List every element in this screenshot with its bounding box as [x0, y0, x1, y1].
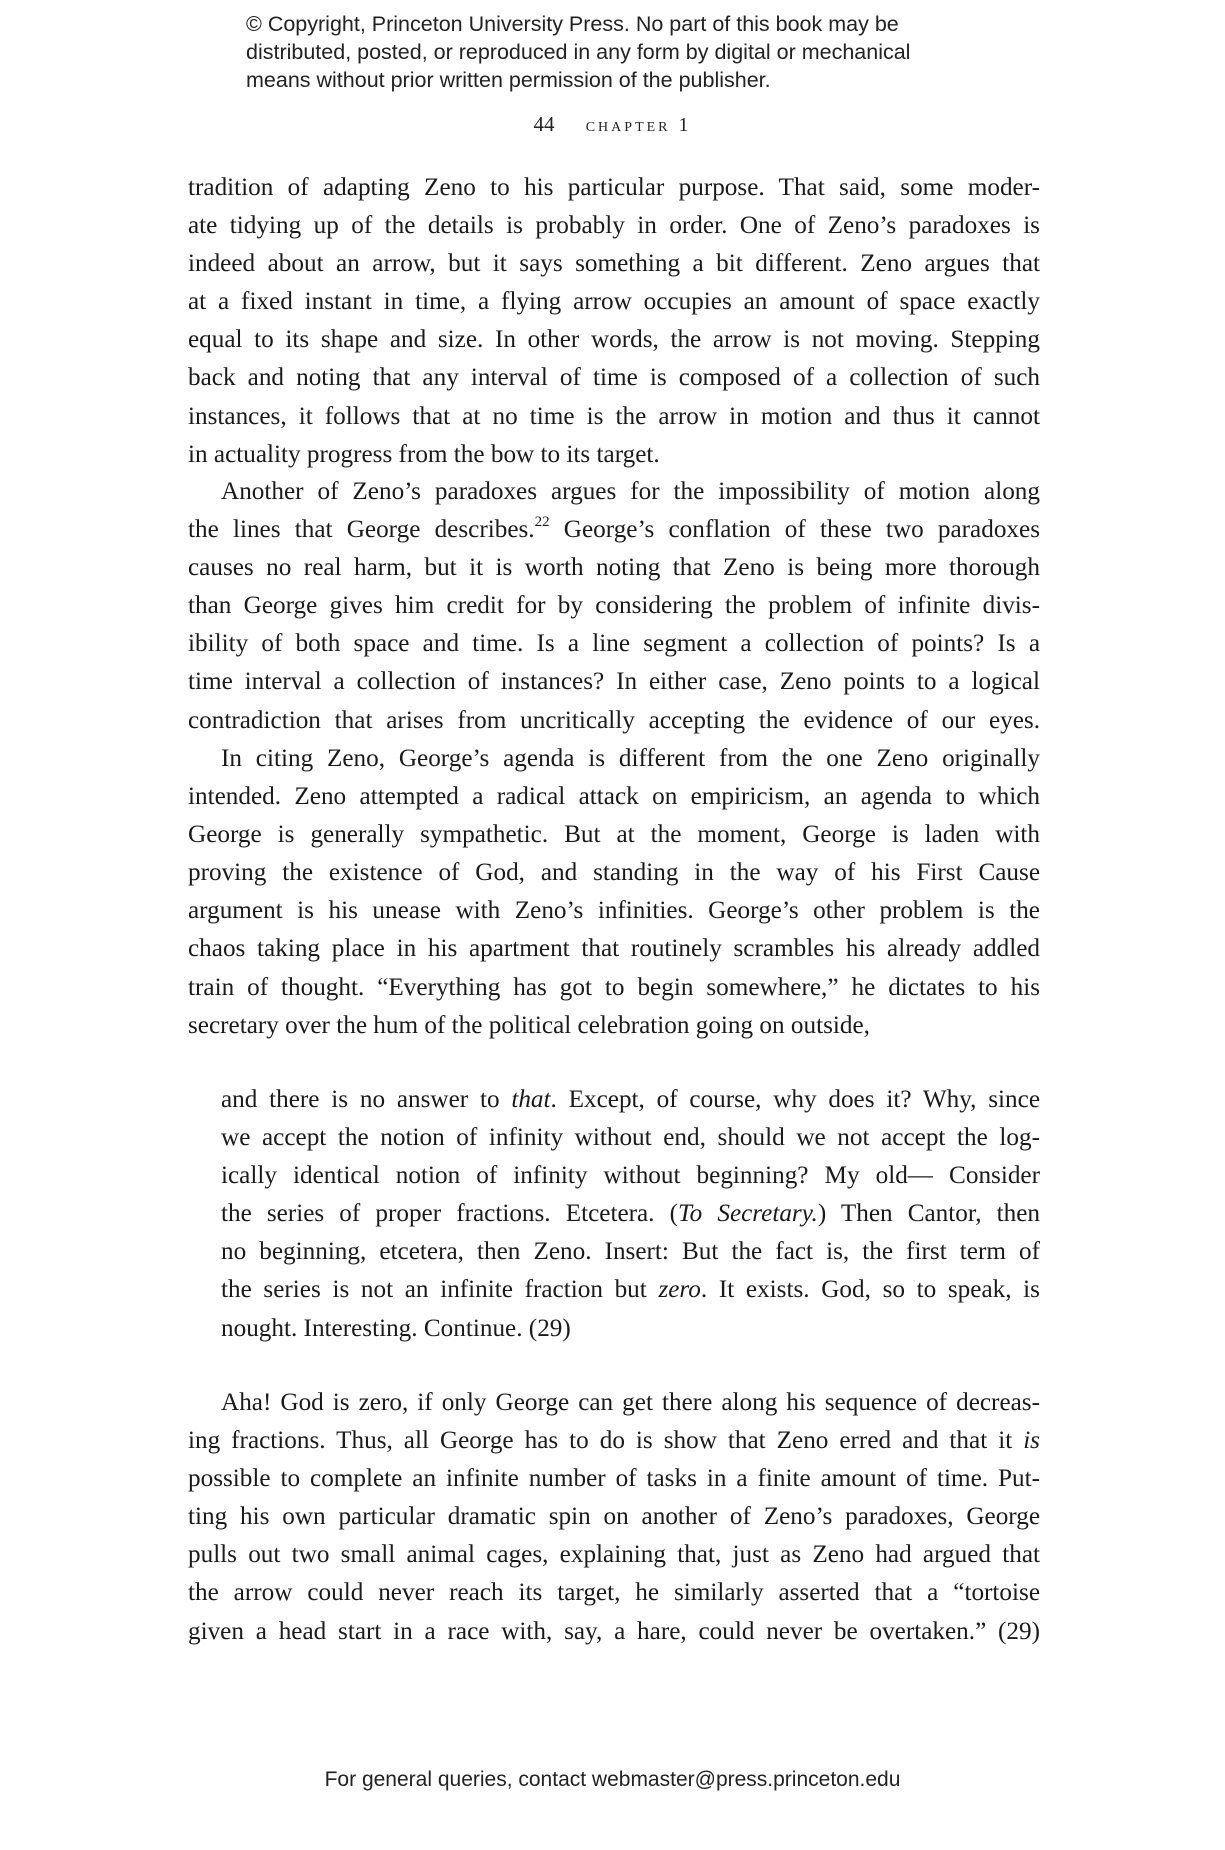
text-line: we accept the notion of infinity without end, should we not accept the log-: [221, 1124, 1040, 1152]
text-line: In citing Zeno, George’s agenda is different from the one Zeno originally: [221, 745, 1040, 772]
text-fragment: George’s conflation of these two paradoxes: [549, 516, 1040, 544]
text-fragment: . It exists. God, so to speak, is: [700, 1276, 1040, 1304]
text-line: [221, 1081, 1040, 1119]
text-line: Aha! God is zero, if only George can get there along his sequence of decreas-: [221, 1389, 1040, 1416]
footnote-marker: 22: [534, 514, 550, 531]
text-line: [221, 1271, 1040, 1309]
copyright-line: © Copyright, Princeton University Press. No part of this book may be: [246, 12, 899, 36]
text-fragment: ing fractions. Thus, all George has to do is show that Zeno erred and that it: [188, 1427, 1024, 1455]
text-line: Another of Zeno’s paradoxes argues for the impossibility of motion along: [221, 478, 1040, 505]
text-line: [188, 511, 1040, 549]
running-head: [0, 112, 1225, 137]
text-line: back and noting that any interval of time is composed of a collection of such: [188, 364, 1040, 392]
text-line: argument is his unease with Zeno’s infinities. George’s other problem is the: [188, 897, 1040, 925]
text-line: no beginning, etcetera, then Zeno. Insert: But the fact is, the first term of: [221, 1238, 1040, 1266]
page-number: 44: [533, 112, 555, 136]
text-fragment: and there is no answer to: [221, 1086, 512, 1113]
block-quote: [221, 1081, 1040, 1348]
body-paragraph-4: [188, 1384, 1040, 1651]
text-line: pulls out two small animal cages, explaining that, just as Zeno had argued that: [188, 1541, 1040, 1569]
body-paragraph-1: [188, 169, 1040, 474]
footer-contact: For general queries, contact webmaster@press.princeton.edu: [324, 1768, 901, 1791]
text-fragment: . Except, of course, why does it? Why, since: [550, 1086, 1040, 1113]
text-line: possible to complete an infinite number of tasks in a finite amount of time. Put-: [188, 1465, 1040, 1493]
emphasis: is: [1023, 1427, 1040, 1455]
text-fragment: the series of proper fractions. Etcetera. (: [221, 1200, 678, 1228]
copyright-line: means without prior written permission of the publisher.: [246, 68, 771, 92]
text-line: [221, 1195, 1040, 1233]
text-line: ically identical notion of infinity without beginning? My old— Consider: [221, 1162, 1040, 1190]
text-line: [188, 1422, 1040, 1460]
emphasis: that: [511, 1086, 551, 1113]
copyright-notice: [246, 10, 1006, 94]
text-line: given a head start in a race with, say, a hare, could never be overtaken.” (29): [188, 1617, 1040, 1645]
body-paragraph-3: [188, 740, 1040, 1045]
text-line: than George gives him credit for by considering the problem of infinite divis-: [188, 592, 1040, 620]
text-line: at a fixed instant in time, a flying arrow occupies an amount of space exactly: [188, 288, 1040, 316]
text-line: causes no real harm, but it is worth noting that Zeno is being more thorough: [188, 554, 1040, 582]
chapter-label: chapter 1: [585, 114, 692, 136]
text-line: in actuality progress from the bow to its target.: [188, 440, 660, 468]
text-line: chaos taking place in his apartment that routinely scrambles his already addled: [188, 935, 1040, 963]
text-fragment: the series is not an infinite fraction but: [221, 1276, 659, 1304]
text-line: George is generally sympathetic. But at the moment, George is laden with: [188, 821, 1040, 849]
text-line: secretary over the hum of the political celebration going on outside,: [188, 1011, 870, 1039]
text-line: time interval a collection of instances? In either case, Zeno points to a logical: [188, 668, 1040, 696]
text-fragment: ) Then Cantor, then: [817, 1200, 1040, 1228]
copyright-line: distributed, posted, or reproduced in any form by digital or mechanical: [246, 40, 911, 64]
text-line: nought. Interesting. Continue. (29): [221, 1314, 571, 1342]
text-line: indeed about an arrow, but it says something a bit different. Zeno argues that: [188, 250, 1040, 278]
text-line: instances, it follows that at no time is the arrow in motion and thus it cannot: [188, 402, 1040, 430]
emphasis: zero: [658, 1276, 701, 1304]
text-line: ibility of both space and time. Is a line segment a collection of points? Is a: [188, 630, 1040, 658]
text-line: ting his own particular dramatic spin on another of Zeno’s paradoxes, George: [188, 1503, 1040, 1531]
emphasis: To Secretary.: [677, 1200, 818, 1228]
text-line: intended. Zeno attempted a radical attack on empiricism, an agenda to which: [188, 783, 1040, 811]
text-line: contradiction that arises from uncritically accepting the evidence of our eyes.: [188, 706, 1040, 734]
text-line: equal to its shape and size. In other words, the arrow is not moving. Stepping: [188, 326, 1040, 354]
text-line: ate tidying up of the details is probably in order. One of Zeno’s paradoxes is: [188, 212, 1040, 240]
text-line: tradition of adapting Zeno to his particular purpose. That said, some moder-: [188, 174, 1040, 201]
text-line: proving the existence of God, and standing in the way of his First Cause: [188, 859, 1040, 887]
body-paragraph-2: [188, 473, 1040, 740]
text-line: train of thought. “Everything has got to begin somewhere,” he dictates to his: [188, 973, 1040, 1001]
text-line: the arrow could never reach its target, he similarly asserted that a “tortoise: [188, 1579, 1040, 1607]
text-fragment: the lines that George describes.: [188, 516, 535, 544]
